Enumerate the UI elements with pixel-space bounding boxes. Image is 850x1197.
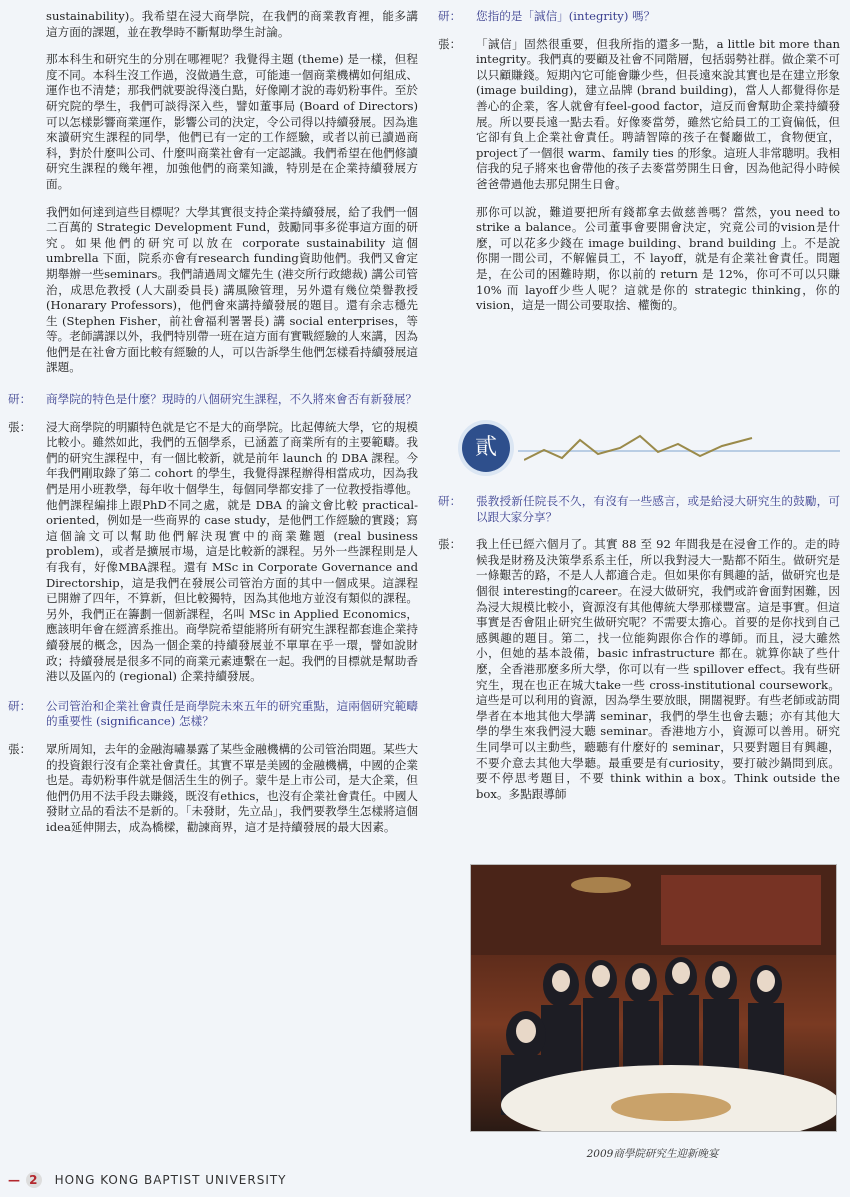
section-glyph: 貳 (474, 435, 497, 460)
interviewer-tag: 研： (438, 9, 462, 23)
zigzag-line-decoration (524, 430, 754, 470)
group-photo (470, 864, 837, 1132)
question-2 (0, 699, 418, 730)
paragraph-text: 我們如何達到這些目標呢？大學其實很支持企業持續發展，給了我們一個二百萬的 Strategic Development Fund，鼓勵同事多從事這方面的研究。如果他們的研究可以放在 corporate sustainability 這個 umbrella 下面，院系亦會有research funding資助他們。我們又會定期舉辦一些seminars。我們請過周文耀先生 (港交所行政總裁) 講公司管治，成思危教授 (人大副委員長) 講風險管理，另外還有幾位榮譽教授 (Honarary Professors)，他們會來講持續發展的題目。還有余志穩先生 (Stephen Fisher，前社會福利署署長) 講 social enterprises，等等。老師講課以外，我們特別帶一班在這方面有實戰經驗的人來講，因為他們是在社會方面比較有經驗的人，可以告訴學生他們怎樣看持續發展這課題。 (46, 204, 418, 375)
page-number: 2 (26, 1172, 42, 1188)
respondent-tag: 張： (8, 419, 32, 434)
university-name: HONG KONG BAPTIST UNIVERSITY (54, 1173, 287, 1187)
section-marker-icon (462, 424, 510, 472)
interviewer-tag: 研： (8, 392, 32, 407)
question-text: 商學院的特色是什麼？現時的八個研究生課程，不久將來會否有新發展？ (46, 392, 418, 407)
question-text: 張教授新任院長不久，有沒有一些感言，或是給浸大研究生的鼓勵，可以跟大家分享？ (476, 494, 840, 524)
photo-caption: 2009商學院研究生迎新晚宴 (586, 1148, 719, 1160)
answer-text: 「誠信」固然很重要，但我所指的還多一點，a little bit more than integrity。我們真的要顧及社會不同階層，包括弱勢社群。做企業不可以只顧賺錢。短期內它可能會賺少些，但長遠來說其實也是在建立形象 (image building)，建立品牌 (brand building)，當人人都覺得你是善心的企業，客人就會有feel-good factor，這反而會幫助企業持續發展。所以要長遠一點去看。好像麥當勞，雖然它給員工的工資偏低，但它卻有負上企業社會責任。聘請智障的孩子在餐廳做工，食物便宜，project了一個很 warm、family ties 的形象。這班人非常聰明。我相信我的兒子將來也會帶他的孩子去麥當勞開生日會，因為他記得小時候爸爸帶過他去那兒開生日會。 (476, 36, 840, 191)
respondent-tag: 張： (438, 537, 462, 552)
answer-1 (0, 420, 418, 685)
banquet-photo-illustration (471, 865, 836, 1131)
respondent-tag: 張： (8, 741, 32, 756)
answer-text: 眾所周知，去年的金融海嘯暴露了某些金融機構的公司管治問題。某些大的投資銀行沒有企業社會責任。其實不單是美國的金融機構，中國的企業也是。毒奶粉事件就是個活生生的例子。蒙牛是上市公司，是大企業，但他們仍用不法手段去賺錢，既沒有ethics，也沒有企業社會責任。中國人發財立品的看法不是新的。「未發財，先立品」，我們要教學生怎樣將這個idea延伸開去，成為橋樑，勸諫商界，這才是持續發展的最大因素。 (46, 741, 418, 834)
question-text: 公司管治和企業社會責任是商學院未來五年的研究重點，這兩個研究範疇的重要性 (significance) 怎樣？ (46, 698, 418, 729)
left-column (0, 0, 418, 848)
answer-text: 我上任已經六個月了。其實 88 至 92 年間我是在浸會工作的。走的時候我是財務及決策學系系主任，所以我對浸大一點都不陌生。做研究是一條艱苦的路，不是人人都適合走。但如果你有興趣的話，做研究也是個很 interesting的career。在浸大做研究，我們或許會面對困難，因為浸大規模比較小，資源沒有其他傳統大學那樣豐富。這是事實。但這事實是否會阻止研究生做研究呢？不需要太擔心。首要的是你找到自己感興趣的題目。第二，找一位能夠跟你合作的導師。而且，浸大雖然小，但她的基本設備，basic infrastructure 都在。就算你缺了些什麼，全香港那麼多所大學，你可以有一些 spillover effect。我有些研究生，現在也正在城大take一些 cross-institutional coursework。這些是可以利用的資源，因為學生要放眼，開闊視野。有些老師或訪問學者在本地其他大學講 seminar，我們的學生也會去聽；亦有其他大學的學生來我們浸大聽 seminar。香港地方小，資源可以善用。研究生同學可以主動些，聽聽有什麼好的 seminar，只要對題目有興趣，不要介意去其他大學聽。最重要是有curiosity，要打破沙鍋問到底。要不停思考題目，不要 think within a box。Think outside the box。多點跟導師 (476, 537, 840, 801)
question-text: 您指的是「誠信」(integrity) 嗎？ (476, 9, 656, 23)
answer-4 (430, 537, 840, 802)
interviewer-tag: 研： (8, 698, 32, 713)
footer-dash: — (8, 1173, 21, 1187)
question-1 (0, 392, 418, 408)
paragraph-text: sustainability)。我希望在浸大商學院，在我們的商業教育裡，能多講這方面的課題，並在教學時不斷幫助學生討論。 (46, 9, 418, 39)
answer-3-continued (430, 205, 840, 314)
paragraph-text: 那本科生和研究生的分別在哪裡呢？我覺得主題 (theme) 是一樣，但程度不同。本科生沒工作過，沒做過生意，可能連一個商業機構如何組成、運作也不清楚；那我們就要說得淺白點，好像剛才說的毒奶粉事件。至於研究院的學生，我們可談得深入些，譬如董事局 (Board of Directors) 可以怎樣影響商業運作，影響公司的決定，令公司得以持續發展。因為進來讀研究生課程的同學，他們已有一定的工作經驗，或者以前已讀過商科，對於什麼叫公司、什麼叫商業社會有一定認識。我們希望在他們修讀研究生課程的幾年裡，加強他們的商業知識，特別是在企業持續發展方面。 (46, 52, 418, 191)
question-4 (430, 494, 840, 525)
paragraph-text: 那你可以說，難道要把所有錢都拿去做慈善嗎？當然，you need to strike a balance。公司董事會要開會決定，究竟公司的vision是什麼，可以花多少錢在 image building、brand building 上。不是說你開一間公司，不解僱員工，不 layoff，就是有企業社會責任。問題是，在公司的困難時期，你以前的 return 是 12%，你可不可以只賺 10% 而 layoff少些人呢？這就是你的 strategic thinking，你的 vision，這是一間公司要取捨、權衡的。 (476, 204, 840, 313)
paragraph-3 (0, 205, 418, 377)
answer-text: 浸大商學院的明顯特色就是它不是大的商學院。比起傳統大學，它的規模比較小。雖然如此，我們的五個學系，已涵蓋了商業所有的主要範疇。我們的研究生課程中，有一個比較新，就是前年 launch 的 DBA 課程。今年我們剛取錄了第二 cohort 的學生，我覺得課程辦得相當成功，因為我們是用小班教學，每年收十個學生，每個同學都安排了一位教授指導他。他們課程編排上跟PhD不同之處，就是 DBA 的論文會比較 practical-oriented，例如是一些商界的 case study，是他們工作經驗的實踐；寫這個論文可以幫助他們解決現實中的商業難題 (real business problem)，或者是擴展市場，這是比較新的課程。另外一些課程則是人有我有，好像MBA課程。還有 MSc in Corporate Governance and Directorship，這是我們在發展公司管治方面的其中一個成果。這課程已開辦了四年，不算新，但比較獨特，因為其他地方並沒有類似的課程。另外，我們正在籌劃一個新課程，名叫 MSc in Applied Economics，應該明年會在經濟系推出。商學院希望能將所有研究生課程都套進企業持續發展的概念，因為一個企業的持續發展並不單單在乎一環，譬如說財政；持續發展是很多不同的商業元素連繫在一起。我們的目標就是幫助香港以及區內的 (regional) 企業持續發展。 (46, 419, 418, 684)
paragraph-1 (0, 9, 418, 40)
answer-2 (0, 742, 418, 836)
right-column-lower (430, 494, 840, 814)
paragraph-2 (0, 52, 418, 192)
interviewer-tag: 研： (438, 494, 462, 508)
answer-3 (430, 37, 840, 193)
right-column (430, 0, 840, 326)
question-3 (430, 9, 840, 25)
page-footer (8, 1172, 287, 1188)
respondent-tag: 張： (438, 36, 462, 51)
